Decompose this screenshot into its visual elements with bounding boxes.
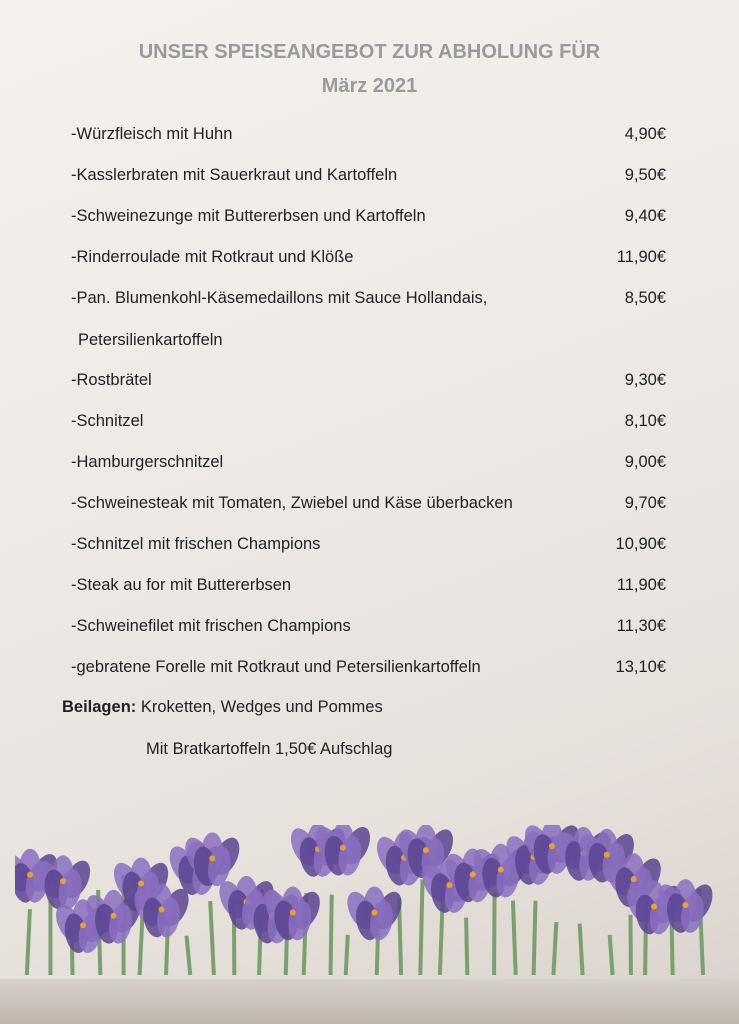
flower-stem <box>346 935 348 975</box>
menu-item <box>66 573 671 614</box>
menu-item-name: -Schnitzel mit frischen Champions <box>71 535 321 553</box>
menu-item-name: -Kasslerbraten mit Sauerkraut und Kartoffeln <box>71 166 398 184</box>
menu-item-name: -Würzfleisch mit Huhn <box>71 125 233 143</box>
side-dishes-label: Beilagen: <box>62 698 137 716</box>
menu-item-name: -Steak au for mit Buttererbsen <box>71 576 292 594</box>
flower-stem <box>534 901 536 975</box>
menu-item <box>66 450 671 491</box>
menu-item <box>66 286 671 368</box>
menu-item-price: 9,40€ <box>624 207 666 225</box>
menu-item-name: -Schnitzel <box>71 412 144 430</box>
menu-item-name: -Hamburgerschnitzel <box>71 453 224 471</box>
menu-item <box>66 163 671 204</box>
menu-item-name: -Schweinesteak mit Tomaten, Zwiebel und Käse überbacken <box>71 494 513 512</box>
menu-item <box>66 409 671 450</box>
menu-item <box>66 491 671 532</box>
side-dishes-surcharge: Mit Bratkartoffeln 1,50€ Aufschlag <box>146 740 393 758</box>
page-title: UNSER SPEISEANGEBOT ZUR ABHOLUNG FÜR <box>138 41 601 63</box>
menu-item-price: 9,00€ <box>624 453 666 471</box>
flower-stem <box>210 901 214 975</box>
crocus-flowers-icon <box>15 825 720 980</box>
menu-item <box>66 614 671 655</box>
menu-item-price: 11,90€ <box>616 248 666 266</box>
menu-item <box>66 532 671 573</box>
flower-stem <box>187 936 191 975</box>
menu-item-name: -Schweinefilet mit frischen Champions <box>71 617 351 635</box>
menu-item-name: -gebratene Forelle mit Rotkraut und Petersilienkartoffeln <box>71 658 481 676</box>
menu-item-price: 11,90€ <box>616 576 666 594</box>
menu-item-continuation: Petersilienkartoffeln <box>78 331 223 349</box>
menu-item-price: 8,50€ <box>624 289 666 307</box>
menu-item-name: -Rinderroulade mit Rotkraut und Klöße <box>71 248 354 266</box>
menu-item <box>66 245 671 286</box>
flower-stem <box>27 909 30 975</box>
menu-item-price: 9,50€ <box>624 166 666 184</box>
flower-stem <box>331 895 332 975</box>
menu-item <box>66 122 671 163</box>
flower-stem <box>610 935 613 975</box>
menu-item-price: 4,90€ <box>624 125 666 143</box>
menu-item <box>66 204 671 245</box>
page-subtitle: März 2021 <box>321 75 418 97</box>
menu-item-price: 10,90€ <box>615 535 666 553</box>
menu-item-name: -Pan. Blumenkohl-Käsemedaillons mit Sauce Hollandais, <box>71 289 488 307</box>
menu-item <box>66 368 671 409</box>
flower-stem <box>513 901 516 975</box>
menu-item <box>66 655 671 696</box>
menu-item-price: 11,30€ <box>616 617 666 635</box>
menu-list <box>66 122 671 696</box>
flower-stem <box>140 917 143 975</box>
menu-item-name: -Schweinezunge mit Buttererbsen und Kartoffeln <box>71 207 426 225</box>
menu-item-price: 13,10€ <box>615 658 666 676</box>
flower-stem <box>580 924 583 975</box>
menu-item-price: 9,70€ <box>624 494 666 512</box>
side-dishes-text: Kroketten, Wedges und Pommes <box>140 698 383 716</box>
flower-stem <box>466 918 467 975</box>
menu-item-name: -Rostbrätel <box>71 371 152 389</box>
crocus-flower <box>342 886 407 942</box>
crocus-flower <box>129 883 194 939</box>
menu-item-price: 8,10€ <box>624 412 666 430</box>
table-surface <box>0 979 739 1024</box>
menu-item-price: 9,30€ <box>624 371 666 389</box>
side-dishes <box>62 698 383 717</box>
flower-stem <box>420 880 422 975</box>
flower-stem <box>553 922 556 975</box>
